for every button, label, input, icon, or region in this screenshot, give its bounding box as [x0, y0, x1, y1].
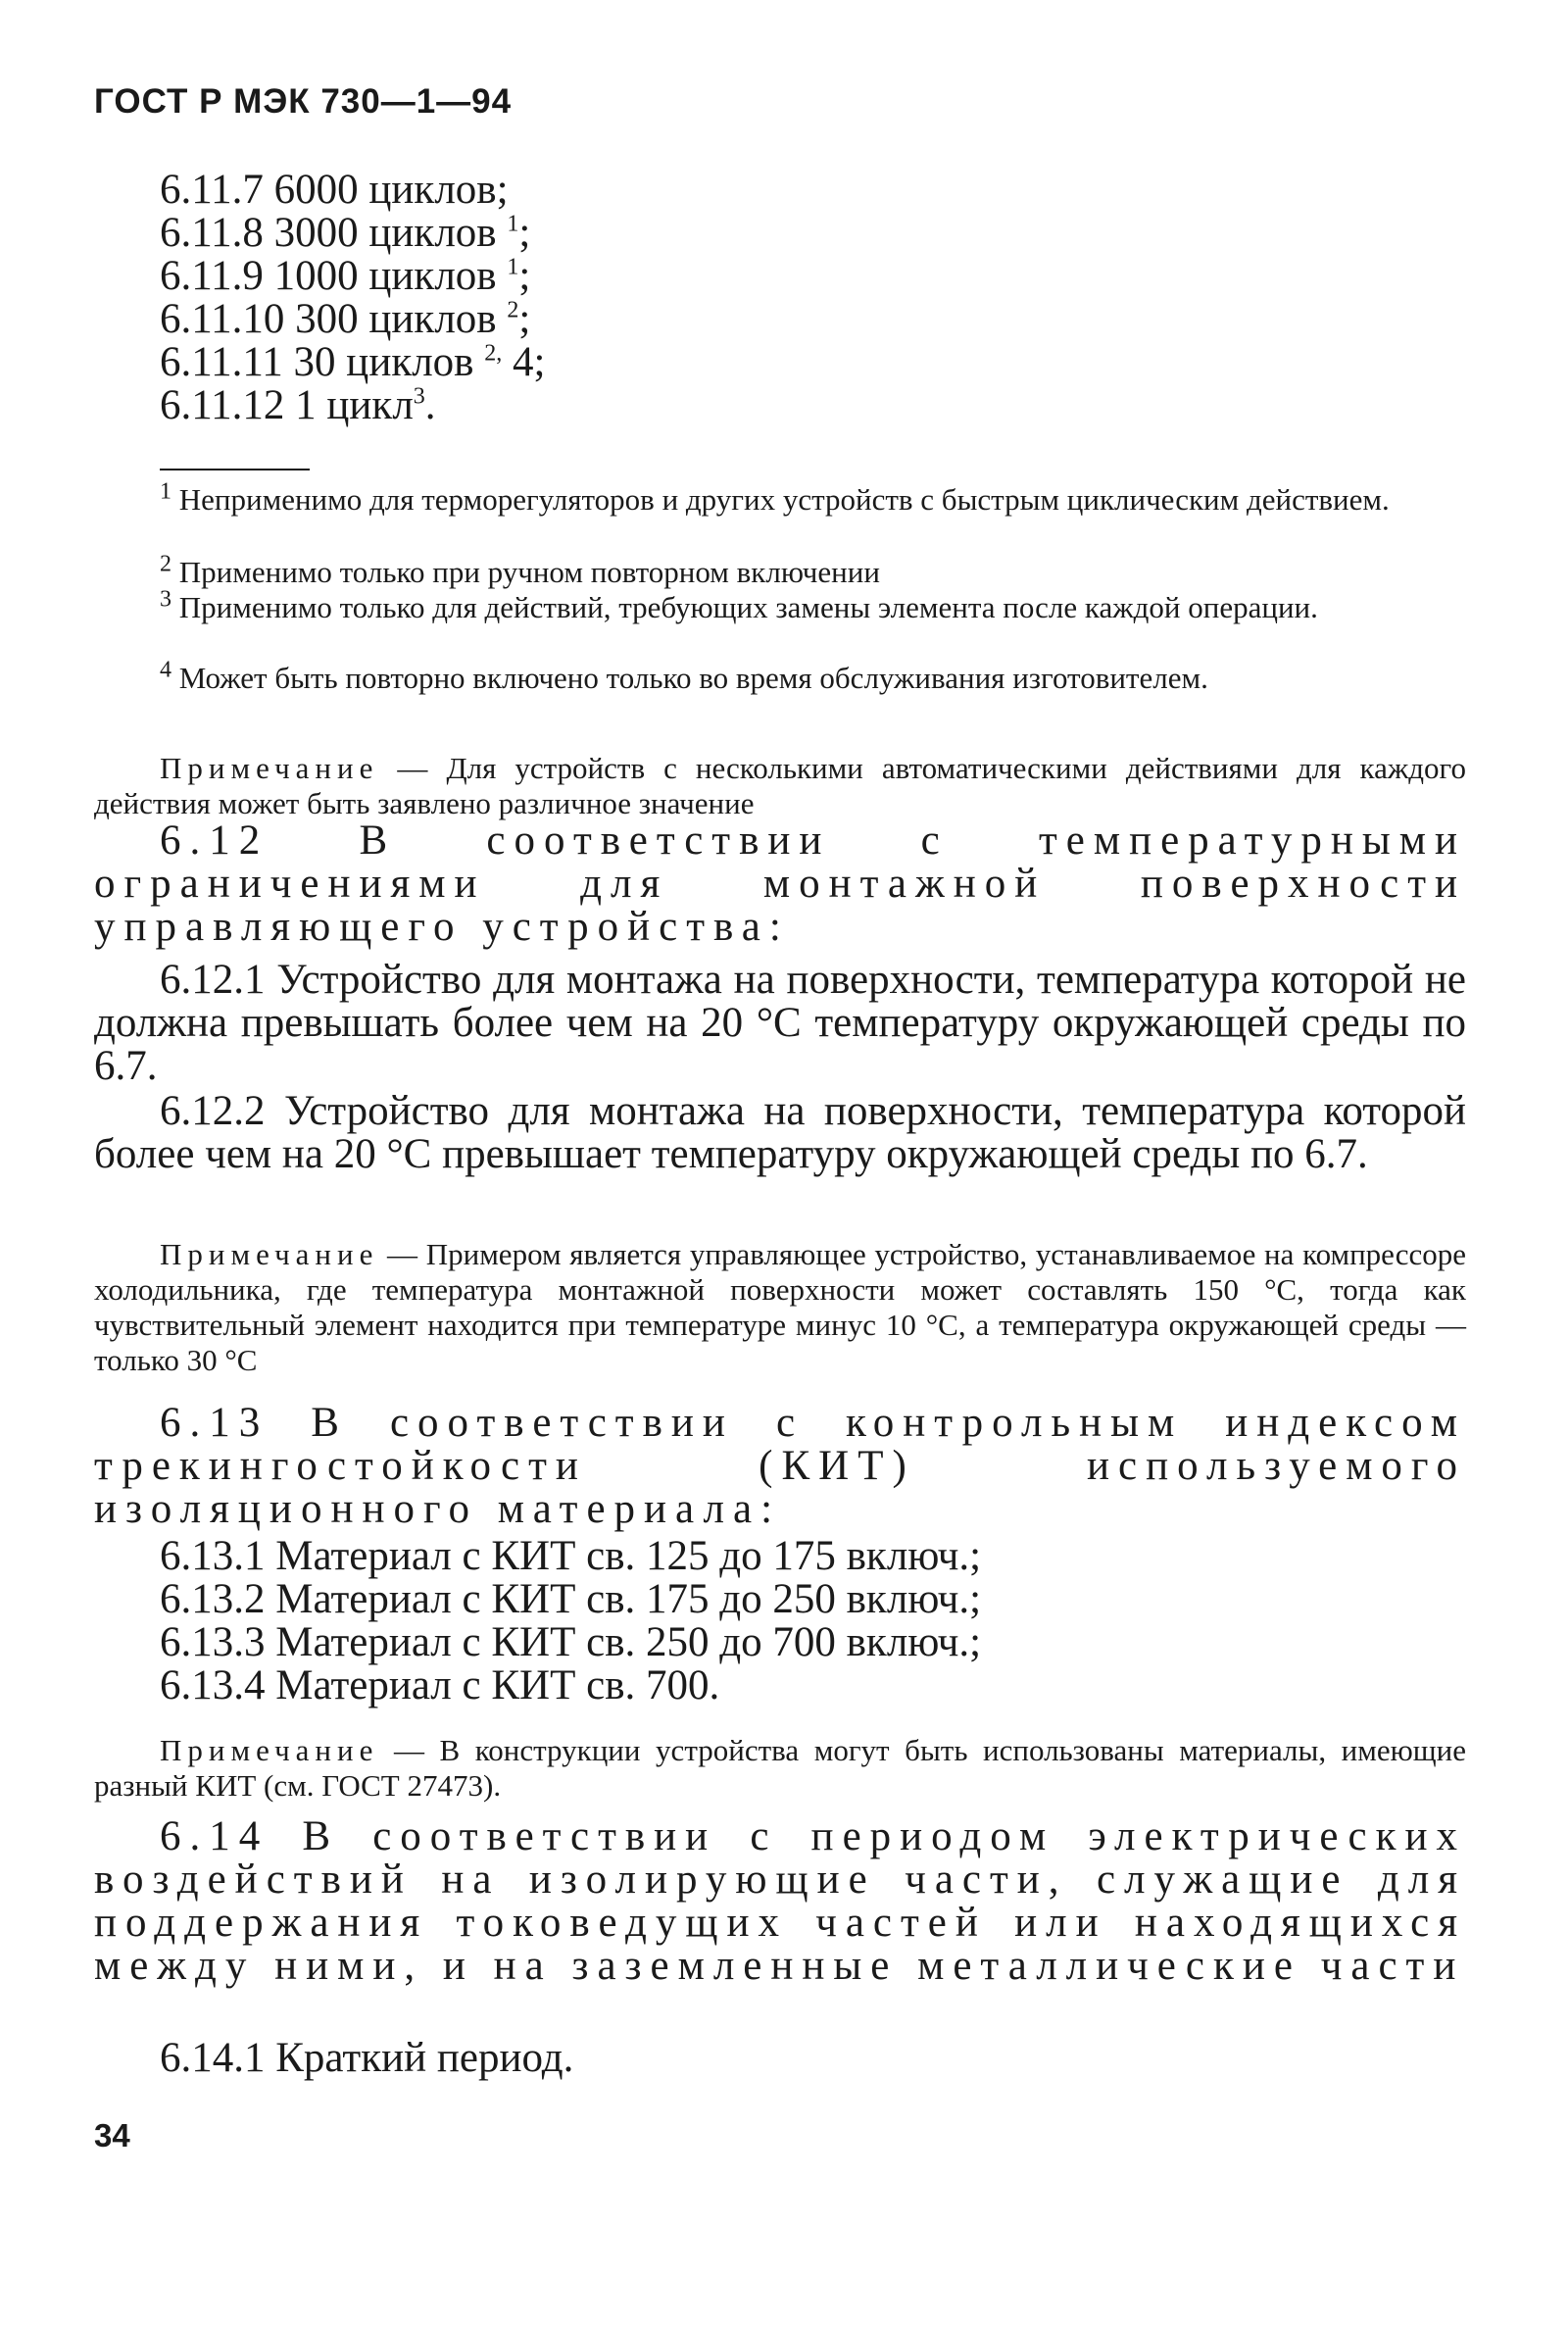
cycles-list [160, 169, 545, 427]
cycles-item: 6.11.10 300 циклов $^2$; [160, 296, 531, 342]
cycles-item: 6.11.9 1000 циклов $^1$; [160, 253, 531, 299]
list-item: 6.13.4 Материал с КИТ св. 700. [160, 1662, 720, 1708]
cycles-item: 6.11.8 3000 циклов $^1$; [160, 210, 531, 256]
footnote: $^4$ Может быть повторно включено только во время обслуживания изготовителем. [160, 657, 1208, 695]
page-number: 34 [94, 2117, 130, 2153]
cycles-item: 6.11.11 30 циклов $^{2,}$ 4; [160, 339, 546, 385]
note: Примечание — Для устройств с несколькими автоматическими действиями для каждого действия может быть заявлено различное значение [94, 751, 1466, 820]
footnote: $^1$ Неприменимо для терморегуляторов и других устройств с быстрым циклическим действием. [160, 478, 1390, 517]
cycles-item: 6.11.12 1 цикл$^3$. [160, 382, 436, 428]
note: Примечание — Примером является управляющее устройство, устанавливаемое на компрессоре холодильника, где температура монтажной поверхности может составлять 150 °С, тогда как чувствительный элемент находится при температуре минус 10 °С, а температура окружающей среды — только 30 °С [94, 1237, 1466, 1377]
section-6-12-1: 6.12.1 Устройство для монтажа на поверхности, температура которой не должна превышать более чем на 20 °С температуру окружающей среды по 6.7. [94, 957, 1466, 1089]
section-6-13-title: 6.13 В соответствии с контрольным индексом трекингостойкости (КИТ) используемого изоляционного материала: [94, 1400, 1466, 1532]
footnote-divider [160, 469, 310, 470]
section-6-14-1: 6.14.1 Краткий период. [160, 2035, 574, 2081]
footnote: $^3$ Применимо только для действий, требующих замены элемента после каждой операции. [160, 586, 1318, 624]
section-6-12-2: 6.12.2 Устройство для монтажа на поверхности, температура которой более чем на 20 °С превышает температуру окружающей среды по 6.7. [94, 1088, 1466, 1177]
note: Примечание — В конструкции устройства могут быть использованы материалы, имеющие разный КИТ (см. ГОСТ 27473). [94, 1733, 1466, 1803]
list-item: 6.13.2 Материал с КИТ св. 175 до 250 включ.; [160, 1576, 982, 1622]
section-6-13-list [160, 1535, 981, 1707]
section-6-14-title: 6.14 В соответствии с периодом электрических воздействий на изолирующие части, служащие для поддержания токоведущих частей или находящихся между ними, и на заземленные металлические части [94, 1813, 1466, 1989]
list-item: 6.13.1 Материал с КИТ св. 125 до 175 включ.; [160, 1533, 982, 1579]
document-header: ГОСТ Р МЭК 730—1—94 [94, 82, 513, 121]
section-6-12-title: 6.12 В соответствии с температурными ограничениями для монтажной поверхности управляющего устройства: [94, 817, 1466, 950]
cycles-item: 6.11.7 6000 циклов; [160, 167, 509, 213]
footnote: $^2$ Применимо только при ручном повторном включении [160, 551, 880, 589]
list-item: 6.13.3 Материал с КИТ св. 250 до 700 включ.; [160, 1619, 982, 1665]
